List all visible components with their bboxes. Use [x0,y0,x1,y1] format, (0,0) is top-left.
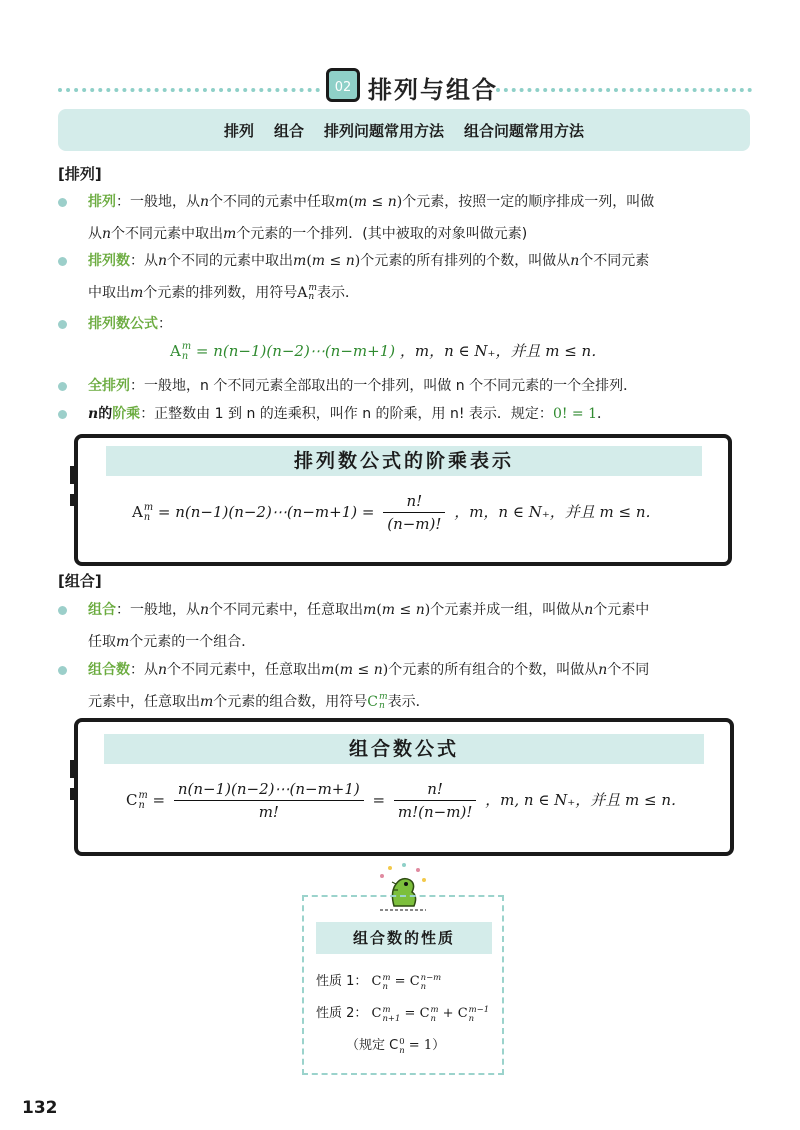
fraction-numerator: n! [383,492,445,513]
list-item: 组合数：从n个不同元素中，任意取出m(m ≤ n)个元素的所有组合的个数，叫做从n个不同 元素中，任意取出m个元素的组合数，用符号C m n 表示． [58,654,758,718]
box-heading: 组合数公式 [104,734,704,764]
text: 个元素并成一组，叫做从 [430,602,585,618]
text: 表示． [317,285,360,301]
fraction-numerator: n! [394,780,476,801]
text: ：一般地，从 [116,602,200,618]
topic-item: 组合 [273,121,304,140]
text: 元素中，任意取出 [88,694,200,710]
text: 中取出 [88,285,130,301]
topic-item: 排列 [223,121,254,140]
factorial-formula [132,492,661,533]
text: 个不同 [607,662,650,678]
fraction-numerator: n(n−1)(n−2)⋯(n−m+1) [174,780,364,801]
term-factorial: 阶乘 [112,406,141,422]
symbol-A: A m n [297,282,318,302]
property-2: 性质 2： C m n+1 = C m n + C m−1 n [316,1004,490,1023]
math-n: n [88,406,99,422]
text: 个不同元素中取出 [111,226,224,242]
permutation-formula [170,340,606,362]
text: 个不同元素中，任意取出 [209,602,364,618]
text: 个元素的排列数，用符号 [143,285,298,301]
factorial-rule: 0! = 1 [552,406,598,422]
topic-bar [58,109,750,151]
box-heading: 排列数公式的阶乘表示 [106,446,702,476]
topic-item: 组合问题常用方法 [464,121,585,140]
term-formula: 排列数公式 [88,316,158,332]
bullet-icon [58,666,67,675]
rule-text: = 1） [408,1038,446,1053]
text: 个元素的组合数，用符号 [213,694,368,710]
list-item: 组合：一般地，从n个不同元素中，任意取出m(m ≤ n)个元素并成一组，叫做从n个元素中 任取m个元素的一个组合． [58,594,758,658]
bullet-icon [58,410,67,419]
term-combination-number: 组合数 [88,662,130,678]
text: 的 [98,406,113,422]
formula-condition: ，m, n ∈ N₊，并且 m ≤ n． [485,791,686,809]
text: 个元素的一个排列．(其中被取的对象叫做元素) [236,226,528,242]
term-permutation-number: 排列数 [88,253,130,269]
chapter-badge: 02 [326,68,360,102]
fraction-denominator: (n−m)! [387,515,442,533]
fraction-denominator: m!(n−m)! [397,803,473,821]
bullet-icon [58,382,67,391]
bullet-icon [58,606,67,615]
text: 个不同元素中，任意取出 [167,662,322,678]
rule-text: （规定 C [346,1038,399,1053]
fraction-denominator: m! [258,803,279,821]
text: 个不同元素 [579,253,650,269]
property-1: 性质 1： C m n = C n−m n [316,972,442,991]
text: 个元素，按照一定的顺序排成一列，叫做 [402,194,655,210]
property-label: 性质 1： [316,974,368,989]
bullet-icon [58,257,67,266]
math-m-le-n: m [335,194,349,210]
text: 个元素的所有组合的个数，叫做从 [388,662,599,678]
list-item [58,398,758,430]
page-title: 排列与组合 [368,76,498,104]
list-item: 排列：一般地，从n个不同的元素中任取m(m ≤ n)个元素，按照一定的顺序排成一列，叫做 从n个不同元素中取出m个元素的一个排列．(其中被取的对象叫做元素) [58,186,758,250]
text: 任取 [88,634,116,650]
text: 个元素中 [593,602,650,618]
section-permutation: [排列] [58,165,102,183]
text: ：正整数由 1 到 n 的连乘积，叫作 n 的阶乘，用 n! 表示．规定： [140,406,553,422]
term-full-permutation: 全排列 [88,378,130,394]
text: ． [597,406,612,422]
math-n: n [200,194,210,210]
text: 表示． [387,694,430,710]
formula-condition: ，m，n ∈ N₊，并且 m ≤ n． [399,342,607,360]
formula-text: = n(n−1)(n−2)⋯(n−m+1) [195,342,396,360]
text: ：一般地，从 [116,194,200,210]
term-combination: 组合 [88,602,116,618]
header-dots-left [58,88,320,92]
header-dots-right [496,88,752,92]
text: ：从 [130,253,158,269]
symbol-A: A m n [132,502,154,523]
section-combination: [组合] [58,572,102,590]
text: 从 [88,226,102,242]
text: ：从 [130,662,158,678]
text: 个元素的所有排列的个数，叫做从 [360,253,571,269]
property-label: 性质 2： [316,1006,368,1021]
symbol-C: C m n [126,790,148,811]
property-rule: （规定 C 0 n = 1） [346,1036,446,1055]
symbol-C: C m n [367,691,388,711]
text: ： [158,316,172,332]
list-item [58,308,758,340]
text: 个不同的元素中取出 [167,253,294,269]
text: ：一般地，n 个不同元素全部取出的一个排列，叫做 n 个不同元素的一个全排列． [130,378,638,394]
bullet-icon [58,320,67,329]
text: 个元素的一个组合． [129,634,256,650]
formula-condition: ，m，n ∈ N₊，并且 m ≤ n． [454,503,661,521]
bullet-icon [58,198,67,207]
symbol-A: A m n [170,341,192,362]
properties-heading: 组合数的性质 [316,922,492,954]
list-item: 排列数：从n个不同的元素中取出m(m ≤ n)个元素的所有排列的个数，叫做从n个不同元素 中取出m个元素的排列数，用符号A m n 表示． [58,245,758,309]
formula-lhs: = n(n−1)(n−2)⋯(n−m+1) = [157,503,375,521]
text: 个不同的元素中任取 [209,194,336,210]
term-permutation: 排列 [88,194,116,210]
combination-formula: C m n = $\frac{n(n-1)(n-2)\cdots(n-m+1)}{m!}$ = $\frac{n!}{m!(n-m)!}$ ，m, n ∈ N₊，并且 m ≤ n． [126,780,686,821]
page-number: 132 [22,1098,58,1118]
topic-item: 排列问题常用方法 [324,121,445,140]
